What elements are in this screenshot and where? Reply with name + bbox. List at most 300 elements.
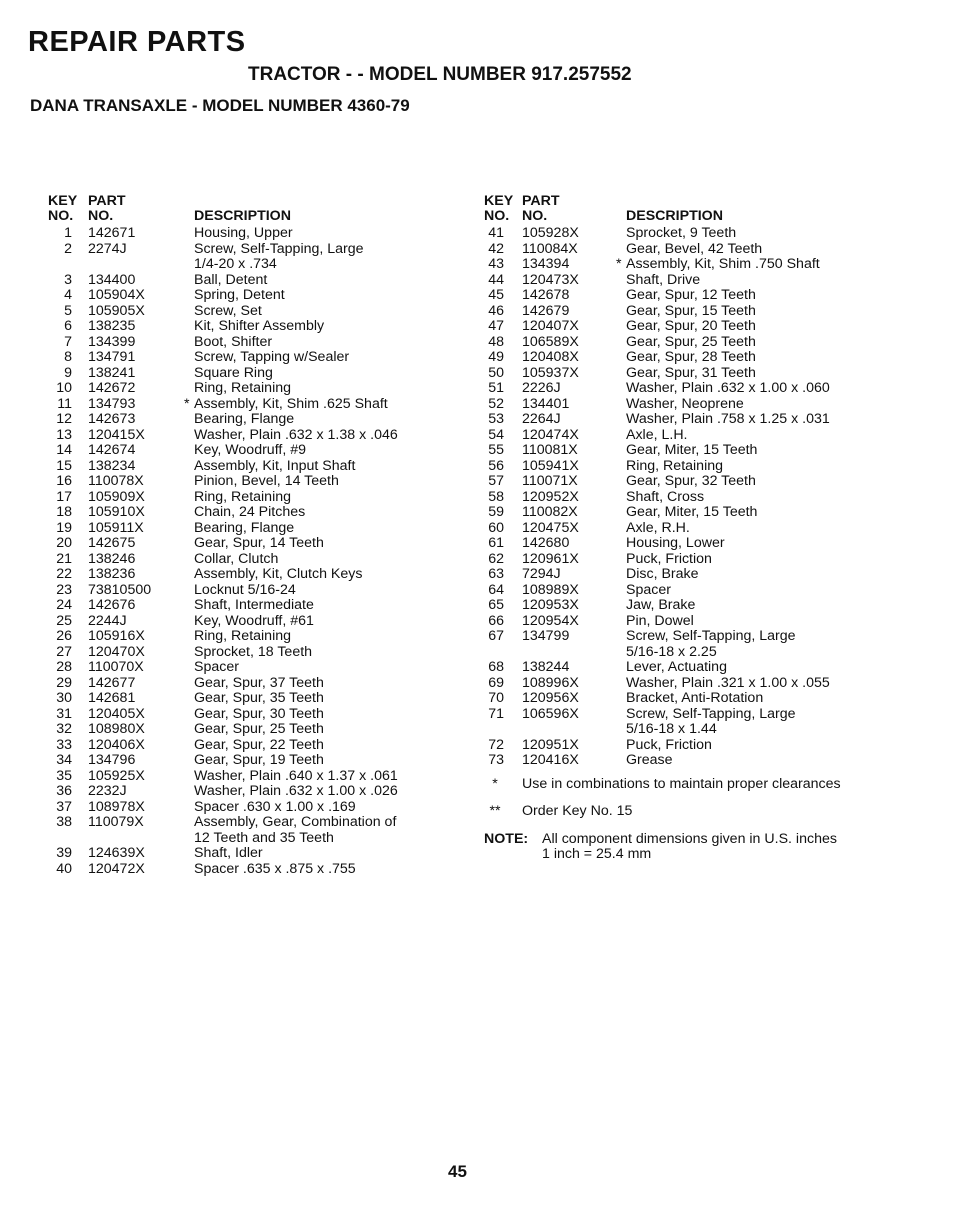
parts-row — [468, 474, 938, 490]
description-line: Washer, Neoprene — [626, 395, 744, 412]
part-description — [626, 459, 938, 475]
part-description — [194, 474, 450, 490]
part-number: 120961X — [522, 550, 579, 567]
part-description — [626, 273, 938, 289]
part-description — [194, 288, 450, 304]
part-number: 110082X — [522, 504, 578, 520]
description-line: Gear, Spur, 15 Teeth — [626, 302, 756, 319]
key-number: 65 — [488, 597, 504, 613]
part-number: 110079X — [88, 814, 144, 830]
key-number: 56 — [488, 457, 504, 474]
key-number: 42 — [488, 240, 504, 257]
part-number: 142679 — [522, 302, 570, 319]
key-number: 30 — [56, 690, 72, 706]
part-number: 134394 — [522, 256, 570, 272]
parts-row — [30, 815, 450, 846]
key-number: 17 — [56, 488, 72, 505]
key-number: 5 — [64, 302, 72, 319]
part-number: 134401 — [522, 395, 570, 412]
part-number: 108980X — [88, 721, 145, 737]
description-line: Disc, Brake — [626, 566, 699, 582]
part-number: 120953X — [522, 597, 579, 613]
key-number: 15 — [56, 457, 72, 474]
parts-row — [468, 397, 938, 413]
key-number: 71 — [488, 705, 504, 722]
parts-row — [30, 505, 450, 521]
footnote-double-asterisk — [468, 804, 938, 820]
key-number: 40 — [56, 860, 72, 877]
part-description — [194, 629, 450, 645]
description-line: Square Ring — [194, 364, 273, 381]
part-number: 2264J — [522, 411, 561, 427]
footnote-mark: ** — [489, 803, 501, 819]
parts-row — [468, 753, 938, 769]
part-description — [194, 226, 450, 242]
part-number: 105937X — [522, 364, 579, 381]
key-number: 49 — [488, 349, 504, 365]
part-number: 120952X — [522, 488, 579, 505]
parts-row — [30, 738, 450, 754]
description-line: Gear, Spur, 25 Teeth — [626, 333, 756, 350]
parts-row — [30, 598, 450, 614]
part-description — [626, 660, 938, 676]
key-number: 66 — [488, 612, 504, 629]
part-description — [194, 490, 450, 506]
part-description — [194, 273, 450, 289]
key-number: 61 — [488, 535, 504, 551]
parts-row — [468, 443, 938, 459]
parts-row — [30, 443, 450, 459]
part-number: 2232J — [88, 783, 127, 799]
part-description — [626, 536, 938, 552]
parts-row — [468, 629, 938, 660]
parts-row — [468, 536, 938, 552]
key-number: 7 — [64, 333, 72, 350]
part-number: 142680 — [522, 535, 570, 551]
key-number: 4 — [64, 287, 72, 303]
part-number: 142672 — [88, 380, 136, 396]
key-number: 68 — [488, 659, 504, 675]
description-line: Gear, Spur, 12 Teeth — [626, 287, 756, 303]
parts-row — [468, 676, 938, 692]
part-description — [626, 226, 938, 242]
description-line: Lever, Actuating — [626, 659, 727, 675]
note-line2: 1 inch = 25.4 mm — [542, 846, 652, 862]
key-number: 59 — [488, 504, 504, 520]
part-description — [194, 567, 450, 583]
key-number: 8 — [64, 349, 72, 365]
part-description — [626, 707, 938, 738]
part-number: 134400 — [88, 271, 136, 288]
parts-row — [468, 350, 938, 366]
parts-row — [30, 567, 450, 583]
key-number: 60 — [488, 519, 504, 536]
parts-row — [30, 428, 450, 444]
part-number: 120416X — [522, 752, 579, 768]
part-description — [194, 335, 450, 351]
part-number: 138241 — [88, 364, 136, 381]
parts-row — [30, 273, 450, 289]
key-number: 32 — [56, 721, 72, 737]
parts-row — [30, 784, 450, 800]
description-line: Gear, Spur, 31 Teeth — [626, 364, 756, 381]
key-number: 39 — [56, 845, 72, 861]
parts-list-right — [468, 194, 938, 863]
description-line: Jaw, Brake — [626, 597, 696, 613]
description-line: Gear, Spur, 22 Teeth — [194, 736, 324, 753]
description-line: Sprocket, 18 Teeth — [194, 643, 313, 660]
parts-row — [468, 366, 938, 382]
key-number: 41 — [488, 225, 504, 241]
part-number: 105905X — [88, 302, 145, 319]
parts-row — [468, 660, 938, 676]
description-line: Shaft, Idler — [194, 845, 263, 861]
part-number: 105909X — [88, 488, 145, 505]
part-description — [626, 412, 938, 428]
part-number: 138234 — [88, 457, 136, 474]
part-description — [626, 614, 938, 630]
part-description — [194, 536, 450, 552]
part-number: 110084X — [522, 240, 578, 257]
key-number: 29 — [56, 674, 72, 691]
footnote-asterisk — [468, 777, 938, 793]
part-description — [194, 722, 450, 738]
part-description — [194, 381, 450, 397]
description-line: Ball, Detent — [194, 271, 268, 288]
parts-rows-left — [30, 226, 450, 877]
parts-row — [468, 273, 938, 289]
key-number: 6 — [64, 318, 72, 334]
key-number: 9 — [64, 364, 72, 381]
part-description — [626, 242, 938, 258]
part-number: 2226J — [522, 380, 561, 396]
description-line: Pinion, Bevel, 14 Teeth — [194, 473, 339, 489]
part-description — [194, 753, 450, 769]
description-line: Gear, Miter, 15 Teeth — [626, 442, 758, 458]
part-description — [194, 428, 450, 444]
description-line: Gear, Spur, 32 Teeth — [626, 473, 756, 489]
part-number: 124639X — [88, 845, 145, 861]
description-line: Assembly, Gear, Combination of — [194, 814, 397, 830]
part-description — [626, 505, 938, 521]
part-description — [194, 412, 450, 428]
part-number: 110071X — [522, 473, 578, 489]
part-number: 105925X — [88, 767, 145, 784]
description-line: Grease — [626, 752, 673, 768]
description-line: Ring, Retaining — [626, 457, 724, 474]
part-number: 105911X — [88, 519, 144, 536]
part-description — [626, 583, 938, 599]
parts-row — [468, 505, 938, 521]
part-number: 142674 — [88, 442, 136, 458]
part-number: 108996X — [522, 674, 579, 691]
part-number: 2274J — [88, 240, 127, 257]
description-line: Spring, Detent — [194, 287, 285, 303]
part-description — [626, 738, 938, 754]
part-number: 7294J — [522, 566, 561, 582]
column-header — [468, 194, 938, 226]
description-line: Gear, Spur, 28 Teeth — [626, 349, 756, 365]
part-number: 134793 — [88, 395, 136, 412]
key-number: 44 — [488, 271, 504, 288]
description-line: Chain, 24 Pitches — [194, 504, 306, 520]
parts-row — [30, 691, 450, 707]
key-number: 12 — [56, 411, 72, 427]
parts-row — [30, 800, 450, 816]
part-number: 120408X — [522, 349, 579, 365]
description-line: Screw, Tapping w/Sealer — [194, 349, 350, 365]
part-description — [626, 304, 938, 320]
part-description — [194, 443, 450, 459]
description-line: Pin, Dowel — [626, 612, 694, 629]
part-description — [626, 428, 938, 444]
description-line: Collar, Clutch — [194, 550, 279, 567]
description-header: DESCRIPTION — [626, 208, 723, 224]
part-number: 105928X — [522, 225, 579, 241]
parts-row — [468, 428, 938, 444]
description-line: Assembly, Kit, Clutch Keys — [194, 566, 363, 582]
key-number: 69 — [488, 674, 504, 691]
part-description — [194, 800, 450, 816]
key-number: 47 — [488, 318, 504, 334]
part-number: 142676 — [88, 597, 136, 613]
description-line: Shaft, Drive — [626, 271, 701, 288]
page-number: 45 — [448, 1162, 467, 1181]
description-line: Spacer — [194, 659, 239, 675]
parts-row — [468, 598, 938, 614]
parts-row — [468, 257, 938, 273]
description-line: Screw, Self-Tapping, Large — [626, 628, 796, 644]
part-description — [194, 552, 450, 568]
parts-row — [468, 691, 938, 707]
description-line: Key, Woodruff, #9 — [194, 442, 306, 458]
footnote-mark: * — [492, 775, 498, 792]
description-line: Gear, Miter, 15 Teeth — [626, 504, 758, 520]
parts-row — [30, 707, 450, 723]
key-number: 43 — [488, 256, 504, 272]
description-line: Puck, Friction — [626, 736, 712, 753]
key-number: 64 — [488, 581, 504, 598]
part-description — [194, 738, 450, 754]
parts-row — [468, 226, 938, 242]
part-description — [626, 521, 938, 537]
description-line: Gear, Spur, 35 Teeth — [194, 690, 324, 706]
description-line: Sprocket, 9 Teeth — [626, 225, 737, 241]
part-description — [616, 256, 938, 273]
description-line: Washer, Plain .321 x 1.00 x .055 — [626, 674, 830, 691]
key-number: 38 — [56, 814, 72, 830]
part-number: 120473X — [522, 271, 579, 288]
part-number: 142677 — [88, 674, 136, 691]
description-line: Assembly, Kit, Input Shaft — [194, 457, 356, 474]
key-number: 27 — [56, 643, 72, 660]
part-description — [626, 350, 938, 366]
part-number: 142678 — [522, 287, 570, 303]
description-line: 5/16-18 x 2.25 — [626, 643, 717, 660]
description-line: Ring, Retaining — [194, 628, 292, 644]
key-number: 33 — [56, 736, 72, 753]
part-description — [626, 397, 938, 413]
description-line: Washer, Plain .632 x 1.38 x .046 — [194, 426, 398, 443]
part-number: 120415X — [88, 426, 145, 443]
parts-row — [30, 412, 450, 428]
part-description — [194, 583, 450, 599]
description-line: Screw, Self-Tapping, Large — [626, 705, 796, 722]
part-description — [626, 319, 938, 335]
part-description — [626, 691, 938, 707]
description-line: Puck, Friction — [626, 550, 712, 567]
description-line: Bearing, Flange — [194, 519, 295, 536]
description-line: Gear, Spur, 25 Teeth — [194, 721, 324, 737]
part-number: 120954X — [522, 612, 579, 629]
parts-row — [30, 319, 450, 335]
parts-row — [30, 381, 450, 397]
key-number: 73 — [488, 752, 504, 768]
parts-row — [30, 288, 450, 304]
description-line: Screw, Set — [194, 302, 262, 319]
parts-row — [468, 412, 938, 428]
key-number: 45 — [488, 287, 504, 303]
description-line: Assembly, Kit, Shim .625 Shaft — [194, 395, 388, 412]
footnote-marker: * — [616, 256, 622, 272]
dimension-note — [468, 832, 938, 863]
key-number: 11 — [57, 395, 72, 412]
part-description — [194, 350, 450, 366]
key-number: 36 — [56, 783, 72, 799]
part-description — [184, 395, 450, 413]
key-number: 16 — [56, 473, 72, 489]
transaxle-model-heading: DANA TRANSAXLE - MODEL NUMBER 4360-79 — [30, 96, 410, 115]
parts-row — [468, 583, 938, 599]
key-number: 51 — [488, 380, 504, 396]
page-title: REPAIR PARTS — [28, 26, 246, 58]
description-line: Spacer .635 x .875 x .755 — [194, 860, 356, 877]
part-number: 120951X — [522, 736, 579, 753]
footnote-text: Order Key No. 15 — [522, 803, 633, 819]
parts-row — [30, 242, 450, 273]
key-number: 35 — [56, 767, 72, 784]
key-number: 20 — [56, 535, 72, 551]
description-line: 12 Teeth and 35 Teeth — [194, 829, 334, 846]
parts-row — [30, 335, 450, 351]
description-line: Washer, Plain .632 x 1.00 x .026 — [194, 783, 398, 799]
description-line: Assembly, Kit, Shim .750 Shaft — [626, 256, 820, 272]
description-line: Gear, Spur, 20 Teeth — [626, 318, 756, 334]
parts-row — [468, 614, 938, 630]
part-number: 108989X — [522, 581, 579, 598]
parts-row — [30, 614, 450, 630]
parts-row — [468, 288, 938, 304]
part-description — [194, 707, 450, 723]
part-number: 120956X — [522, 690, 579, 706]
description-line: Washer, Plain .758 x 1.25 x .031 — [626, 411, 830, 427]
parts-row — [468, 242, 938, 258]
part-description — [626, 381, 938, 397]
part-description — [194, 242, 450, 273]
notes-section — [468, 777, 938, 863]
key-number: 14 — [56, 442, 72, 458]
parts-row — [468, 552, 938, 568]
part-number: 73810500 — [88, 581, 152, 598]
part-description — [194, 304, 450, 320]
part-description — [626, 443, 938, 459]
key-number: 57 — [488, 473, 504, 489]
key-number: 28 — [56, 659, 72, 675]
parts-row — [30, 366, 450, 382]
key-number: 50 — [488, 364, 504, 381]
part-number: 142673 — [88, 411, 136, 427]
part-description — [194, 769, 450, 785]
key-number: 19 — [56, 519, 72, 536]
parts-row — [30, 552, 450, 568]
key-number: 21 — [56, 550, 72, 567]
key-number: 63 — [488, 566, 504, 582]
key-number: 13 — [56, 426, 72, 443]
part-header-line1: PART — [522, 193, 560, 209]
part-number: 2244J — [88, 612, 127, 629]
description-line: Housing, Upper — [194, 225, 293, 241]
key-number: 34 — [56, 752, 72, 768]
description-line: Kit, Shifter Assembly — [194, 318, 325, 334]
key-number: 26 — [56, 628, 72, 644]
note-label: NOTE: — [484, 830, 529, 847]
key-number: 70 — [488, 690, 504, 706]
description-line: Locknut 5/16-24 — [194, 581, 296, 598]
key-number: 55 — [488, 442, 504, 458]
parts-rows-right — [468, 226, 938, 769]
part-number: 106589X — [522, 333, 579, 350]
parts-row — [468, 304, 938, 320]
parts-row — [30, 846, 450, 862]
parts-row — [30, 226, 450, 242]
description-line: Boot, Shifter — [194, 333, 273, 350]
part-description — [626, 629, 938, 660]
part-number: 138235 — [88, 318, 136, 334]
key-number: 10 — [56, 380, 72, 396]
key-number: 23 — [56, 581, 72, 598]
parts-row — [468, 319, 938, 335]
part-header-line2: NO. — [88, 208, 114, 224]
note-line1: All component dimensions given in U.S. inches — [542, 830, 837, 847]
part-description — [626, 598, 938, 614]
part-description — [626, 335, 938, 351]
description-line: Gear, Spur, 14 Teeth — [194, 535, 324, 551]
parts-row — [30, 474, 450, 490]
description-line: Bearing, Flange — [194, 411, 295, 427]
tractor-model-heading: TRACTOR - - MODEL NUMBER 917.257552 — [248, 64, 632, 85]
part-description — [194, 846, 450, 862]
key-number: 24 — [56, 597, 72, 613]
key-header-line1: KEY — [484, 193, 514, 209]
description-line: Bracket, Anti-Rotation — [626, 690, 764, 706]
key-number: 25 — [56, 612, 72, 629]
parts-row — [30, 676, 450, 692]
key-number: 31 — [56, 705, 72, 722]
description-line: 1/4-20 x .734 — [194, 256, 277, 272]
part-description — [194, 459, 450, 475]
part-description — [194, 521, 450, 537]
part-description — [626, 288, 938, 304]
description-line: Axle, L.H. — [626, 426, 688, 443]
part-number: 105910X — [88, 504, 145, 520]
part-number: 105941X — [522, 457, 579, 474]
part-description — [194, 645, 450, 661]
part-number: 105904X — [88, 287, 145, 303]
description-line: Gear, Spur, 19 Teeth — [194, 752, 324, 768]
part-description — [626, 753, 938, 769]
part-number: 108978X — [88, 798, 145, 815]
parts-row — [30, 862, 450, 878]
